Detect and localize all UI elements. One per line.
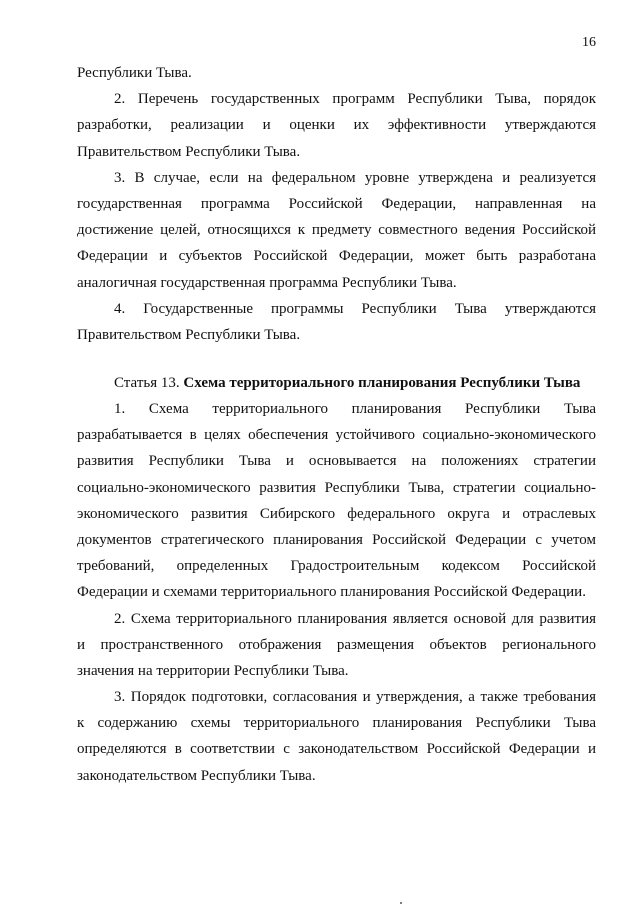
text-line: государственная программа Российской Федерации, направленная на xyxy=(77,195,596,212)
page-number: 16 xyxy=(582,35,596,50)
text-line: 2. Схема территориального планирования является основой для развития xyxy=(114,610,596,627)
text-block-continuation xyxy=(77,60,596,348)
text-block-article-13 xyxy=(77,396,596,789)
text-line: разрабатывается в целях обеспечения устойчивого социально-экономического xyxy=(77,427,596,444)
text-line: социально-экономического развития Республики Тыва, стратегии социально- xyxy=(77,479,596,496)
text-line: Федерации и схемами территориального планирования Российской Федерации. xyxy=(77,584,586,601)
text-line: Правительством Республики Тыва. xyxy=(77,143,301,160)
text-line: Правительством Республики Тыва. xyxy=(77,326,301,343)
text-line: законодательством Республики Тыва. xyxy=(77,767,316,784)
text-line: 4. Государственные программы Республики Тыва утверждаются xyxy=(114,300,596,317)
text-line: определяются в соответствии с законодательством Российской Федерации и xyxy=(77,741,596,758)
text-line: аналогичная государственная программа Республики Тыва. xyxy=(77,274,457,291)
text-line: экономического развития Сибирского федерального округа и отраслевых xyxy=(77,505,596,522)
text-line: требований, определенных Градостроительным кодексом Российской xyxy=(77,558,596,575)
text-line: Республики Тыва. xyxy=(77,65,192,81)
article-heading-line xyxy=(77,370,596,396)
text-line: 3. Порядок подготовки, согласования и утверждения, а также требования xyxy=(114,689,596,706)
text-line: развития Республики Тыва и основывается на положениях стратегии xyxy=(77,453,596,470)
text-line: документов стратегического планирования Российской Федерации с учетом xyxy=(77,531,596,548)
text-line: разработки, реализации и оценки их эффективности утверждаются xyxy=(77,117,596,134)
text-line: достижение целей, относящихся к предмету совместного ведения Российской xyxy=(77,222,596,239)
text-line: 1. Схема территориального планирования Республики Тыва xyxy=(114,401,596,417)
text-line: 2. Перечень государственных программ Республики Тыва, порядок xyxy=(114,91,596,108)
text-line: к содержанию схемы территориального планирования Республики Тыва xyxy=(77,715,596,732)
text-line: и пространственного отображения размещения объектов регионального xyxy=(77,636,596,653)
text-line: 3. В случае, если на федеральном уровне утверждена и реализуется xyxy=(114,169,596,186)
article-heading xyxy=(77,370,596,396)
text-line: Федерации и субъектов Российской Федерации, может быть разработана xyxy=(77,248,596,265)
article-title: Схема территориального планирования Республики Тыва xyxy=(183,375,581,391)
article-prefix: Статья 13. xyxy=(114,375,180,391)
text-line: значения на территории Республики Тыва. xyxy=(77,662,349,679)
scan-mark xyxy=(400,902,402,904)
